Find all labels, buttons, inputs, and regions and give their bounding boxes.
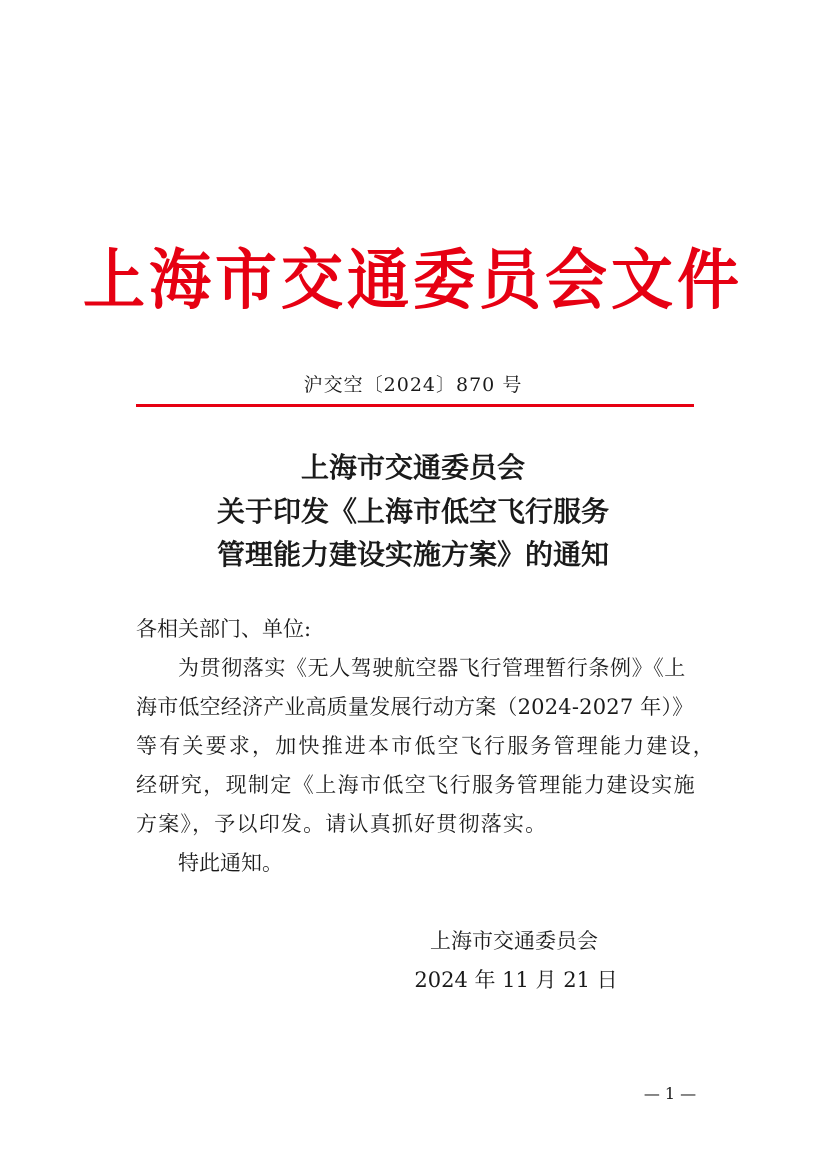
notice-title-line-2: 关于印发《上海市低空飞行服务 <box>216 495 609 528</box>
body-paragraph-line: 为贯彻落实《无人驾驶航空器飞行管理暂行条例》《上 <box>178 656 686 680</box>
header-divider <box>136 404 694 407</box>
document-number: 沪交空〔2024〕870 号 <box>303 374 523 396</box>
body-paragraph-line: 方案》，予以印发。请认真抓好贯彻落实。 <box>136 812 548 836</box>
body-paragraph-line: 海市低空经济产业高质量发展行动方案（2024-2027 年）》 <box>136 695 694 719</box>
document-header-title: 上海市交通委员会文件 <box>82 241 743 319</box>
page-number: — 1 — <box>643 1084 697 1103</box>
body-paragraph-line: 等有关要求，加快推进本市低空飞行服务管理能力建设， <box>136 734 716 758</box>
signature-date: 2024 年 11 月 21 日 <box>414 968 618 992</box>
notice-title-line-3: 管理能力建设实施方案》的通知 <box>216 538 609 571</box>
salutation: 各相关部门、单位: <box>136 617 312 641</box>
notice-title-line-1: 上海市交通委员会 <box>300 451 525 484</box>
closing-remark: 特此通知。 <box>178 851 283 875</box>
body-paragraph-line: 经研究，现制定《上海市低空飞行服务管理能力建设实施 <box>136 773 696 797</box>
signature-organization: 上海市交通委员会 <box>430 929 598 953</box>
